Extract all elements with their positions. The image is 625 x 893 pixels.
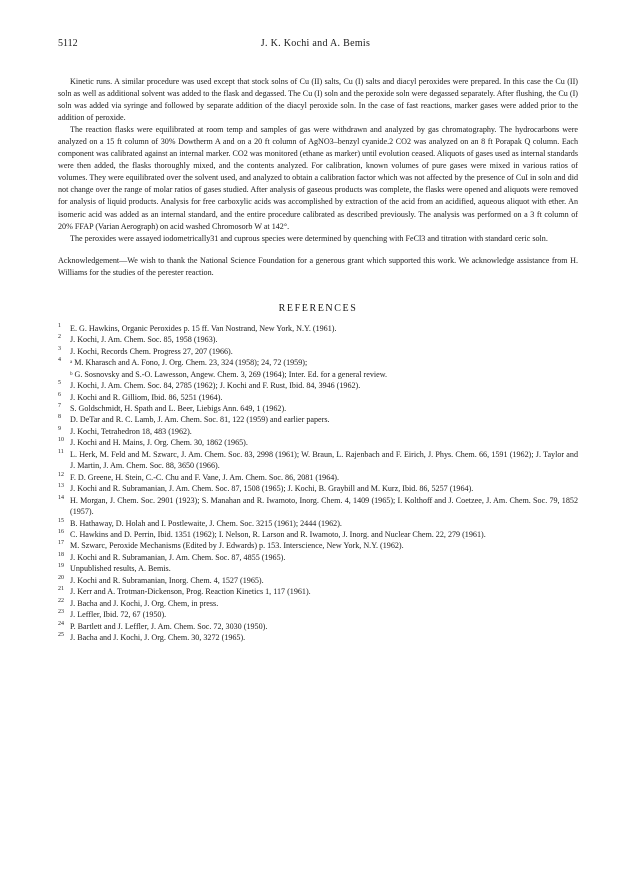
article-body [58,76,578,643]
page-number: 5112 [58,38,78,49]
reference-item [58,426,578,437]
reference-number: 13 [58,483,64,490]
reference-number: 17 [58,540,64,547]
reference-item [58,609,578,620]
reference-item [58,552,578,563]
reference-item [58,472,578,483]
reference-text: C. Hawkins and D. Perrin, Ibid. 1351 (1962); I. Nelson, R. Larson and R. Iwamoto, J. Inorg. and Nuclear Chem. 22, 279 (1961). [70,529,486,539]
reference-text: Unpublished results, A. Bemis. [70,564,171,574]
reference-item [58,586,578,597]
reference-item [58,483,578,494]
reference-item [58,621,578,632]
reference-text: M. Szwarc, Peroxide Mechanisms (Edited by J. Edwards) p. 153. Interscience, New York, N.Y. (1962). [70,541,404,551]
reference-text: J. Kochi and R. Gilliom, Ibid. 86, 5251 (1964). [70,392,223,402]
reference-number: 23 [58,609,64,616]
reference-item [58,632,578,643]
reference-item [58,518,578,529]
reference-text: ᵇ G. Sosnovsky and S.-O. Lawesson, Angew. Chem. 3, 269 (1964); Inter. Ed. for a general review. [70,369,388,379]
reference-number: 14 [58,494,64,501]
reference-item [58,495,578,518]
reference-item [58,392,578,403]
paragraph-peroxide-assay: The peroxides were assayed iodometrically31 and cuprous species were determined by quenching with FeCl3 and titration with standard ceric soln. [70,233,548,243]
reference-text: B. Hathaway, D. Holah and I. Postlewaite, J. Chem. Soc. 3215 (1961); 2444 (1962). [70,518,342,528]
reference-number: 15 [58,517,64,524]
reference-text: L. Herk, M. Feld and M. Szwarc, J. Am. Chem. Soc. 83, 2998 (1961); W. Braun, L. Rajenbach and F. Eirich, J. Phys. Chem. 66, 1591 (1962); J. Taylor and J. Martin, J. Am. Chem. Soc. 88, 3650 (1966). [70,449,578,471]
reference-item [58,540,578,551]
reference-number: 12 [58,471,64,478]
reference-number: 21 [58,586,64,593]
reference-text: J. Kerr and A. Trotman-Dickenson, Prog. Reaction Kinetics 1, 117 (1961). [70,587,311,597]
reference-item [58,437,578,448]
reference-text: J. Kochi, J. Am. Chem. Soc. 84, 2785 (1962); J. Kochi and F. Rust, Ibid. 84, 3946 (1962). [70,381,361,391]
reference-text: E. G. Hawkins, Organic Peroxides p. 15 ff. Van Nostrand, New York, N.Y. (1961). [70,323,337,333]
reference-text: J. Kochi, Tetrahedron 18, 483 (1962). [70,426,192,436]
reference-list [58,323,578,644]
reference-text: J. Leffler, Ibid. 72, 67 (1950). [70,610,167,620]
references-heading: REFERENCES [278,302,358,314]
reference-item [58,403,578,414]
reference-item [58,369,578,380]
reference-number: 20 [58,574,64,581]
reference-text: J. Bacha and J. Kochi, J. Org. Chem. 30, 3272 (1965). [70,633,246,643]
reference-item [58,414,578,425]
reference-text: H. Morgan, J. Chem. Soc. 2901 (1923); S. Manahan and R. Iwamoto, Inorg. Chem. 4, 1409 (1965); I. Kolthoff and J. Coetzee, J. Am. Chem. Soc. 79, 1852 (1957). [70,495,578,517]
reference-number: 5 [58,380,61,387]
reference-number: 25 [58,632,64,639]
reference-text: J. Kochi and H. Mains, J. Org. Chem. 30, 1862 (1965). [70,438,248,448]
reference-text: S. Goldschmidt, H. Spath and L. Beer, Liebigs Ann. 649, 1 (1962). [70,403,287,413]
running-title: J. K. Kochi and A. Bemis [260,38,371,49]
reference-text: J. Kochi, J. Am. Chem. Soc. 85, 1958 (1963). [70,335,218,345]
reference-text: J. Kochi, Records Chem. Progress 27, 207 (1966). [70,346,233,356]
reference-item [58,346,578,357]
reference-number: 6 [58,391,61,398]
reference-text: J. Kochi and R. Subramanian, J. Am. Chem. Soc. 87, 4855 (1965). [70,552,286,562]
reference-number: 10 [58,437,64,444]
reference-item [58,380,578,391]
reference-number: 3 [58,345,61,352]
reference-text: F. D. Greene, H. Stein, C.-C. Chu and F. Vane, J. Am. Chem. Soc. 86, 2081 (1964). [70,472,340,482]
reference-item [58,334,578,345]
acknowledgement: Acknowledgement—We wish to thank the National Science Foundation for a generous grant which supported this work. We acknowledge assistance from H. Williams for the studies of the perester reaction. [58,255,578,277]
reference-item [58,563,578,574]
reference-text: ᵃ M. Kharasch and A. Fono, J. Org. Chem. 23, 324 (1958); 24, 72 (1959); [70,358,308,368]
reference-item [58,575,578,586]
reference-number: 2 [58,334,61,341]
reference-text: D. DeTar and R. C. Lamb, J. Am. Chem. Soc. 81, 122 (1959) and earlier papers. [70,415,330,425]
reference-number: 22 [58,597,64,604]
paragraph-gas-analysis: The reaction flasks were equilibrated at room temp and samples of gas were withdrawn and analyzed by gas chromatography. The hydrocarbons were analyzed on a 15 ft column of 30% Dowtherm A and on a 20 ft column of AgNO3–benzyl cyanide.2 CO2 was analyzed on an 8 ft Porapak Q column. Each component was calibrated against an internal marker. CO2 was monitored (ethane as marker) until evolution ceased. Aliquots of gases used as internal standards were then added, the flasks thoroughly mixed, and the contents analyzed. For calibration, known volumes of pure gases were mixed in various ratios of volumes. They were equilibrated over the solvent used, and analyzed to obtain a calibration factor which was not affected by the presence of CuI in soln and did not change over the range of molar ratios of gases studied. After analysis of gaseous products was complete, the flasks were opened and aliquots were removed for analysis of liquid products. Analysis for free carboxylic acids was accomplished by extraction of the acid from an acidified, aqueous aliquot with ether. An isomeric acid was added as an internal standard, and the entire procedure calibrated as described previously. The analysis was performed on a 3 ft column of 20% FFAP (Varian Aerograph) on acid washed Chromosorb W at 142°. [58,125,578,231]
reference-number: 19 [58,563,64,570]
reference-item [58,323,578,334]
reference-text: J. Kochi and R. Subramanian, Inorg. Chem. 4, 1527 (1965). [70,575,264,585]
reference-item [58,357,578,368]
page-header [58,38,573,54]
reference-number: 18 [58,551,64,558]
reference-number: 9 [58,425,61,432]
reference-text: J. Kochi and R. Subramanian, J. Am. Chem. Soc. 87, 1508 (1965); J. Kochi, B. Graybill and M. Kurz, Ibid. 86, 5257 (1964). [70,484,474,494]
reference-number: 4 [58,357,61,364]
reference-number: 11 [58,448,64,455]
reference-text: P. Bartlett and J. Leffler, J. Am. Chem. Soc. 72, 3030 (1950). [70,621,268,631]
paragraph-kinetic-runs: Kinetic runs. A similar procedure was used except that stock solns of Cu (II) salts, Cu (I) salts and diacyl peroxides were prepared. In this case the Cu (II) soln as well as additional solvent was added to the flask and degassed. The Cu (I) soln and the peroxide soln were degassed separately. After flushing, the Cu (I) soln was added via syringe and followed by separate addition of the diacyl peroxide soln. In the case of fast reactions, marker gases were added prior to the addition of peroxide. [58,77,578,123]
reference-number: 7 [58,402,61,409]
reference-item [58,598,578,609]
reference-number: 24 [58,620,64,627]
reference-item [58,529,578,540]
reference-item [58,449,578,472]
reference-text: J. Bacha and J. Kochi, J. Org. Chem, in press. [70,598,219,608]
reference-number: 8 [58,414,61,421]
reference-number: 1 [58,322,61,329]
reference-number: 16 [58,528,64,535]
